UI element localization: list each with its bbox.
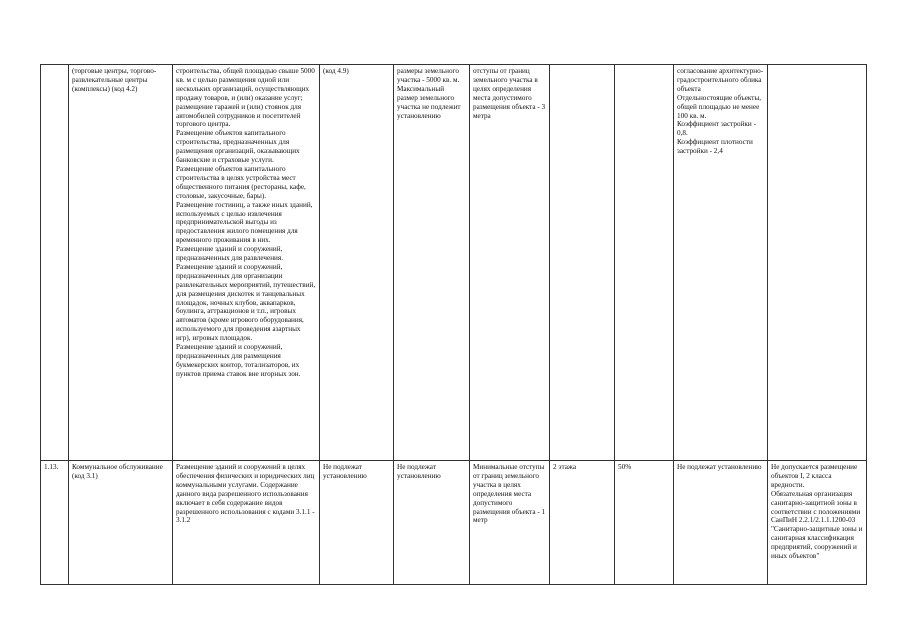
land-use-type-cell: (торговые центры, торгово-развлекательные центры (комплексы) (код 4.2) (69, 65, 173, 461)
row-number-cell: 1.13. (41, 461, 69, 585)
row-number-cell (41, 65, 69, 461)
land-use-description-cell: Размещение зданий и сооружений в целях обеспечения физических и юридических лиц коммунальными услугами. Содержание данного вида разрешенного использования включает в себя содержание видов разрешенного использования с кодами 3.1.1 - 3.1.2 (173, 461, 320, 585)
code-cell: (код 4.9) (320, 65, 394, 461)
land-use-type-cell: Коммунальное обслуживание (код 3.1) (69, 461, 173, 585)
land-use-description-cell: строительства, общей площадью свыше 5000 кв. м с целью размещения одной или нескольких организаций, осуществляющих продажу товаров, и (или) оказание услуг; размещение гаражей и (или) стоянок для автомобилей сотрудников и посетителей торгового центра. Размещение объектов капитального строительства, предназначенных для размещения организаций, оказывающих банковские и страховые услуги. Размещение объектов капитального строительства в целях устройства мест общественного питания (рестораны, кафе, столовые, закусочные, бары). Размещение гостиниц, а также иных зданий, используемых с целью извлечения предпринимательской выгоды из предоставления жилого помещения для временного проживания в них. Размещение зданий и сооружений, предназначенных для развлечения. Размещение зданий и сооружений, предназначенных для организации развлекательных мероприятий, путешествий, для размещения дискотек и танцевальных площадок, ночных клубов, аквапарков, боулинга, аттракционов и т.п., игровых автоматов (кроме игрового оборудования, используемого для проведения азартных игр), игровых площадок. Размещение зданий и сооружений, предназначенных для размещения букмекерских контор, тотализаторов, их пунктов приема ставок вне игорных зон. (173, 65, 320, 461)
other-parameters-cell: согласование архитектурно-градостроительного облика объекта Отдельностоящие объекты, общей площадью не менее 100 кв. м. Коэффициент застройки - 0,8. Коэффициент плотности застройки - 2,4 (674, 65, 768, 461)
land-use-regulations-table (40, 64, 867, 585)
coverage-cell (615, 65, 674, 461)
setback-cell: отступы от границ земельного участка в целях определения места допустимого размещения объекта - 3 метра (470, 65, 550, 461)
floors-cell: 2 этажа (550, 461, 615, 585)
floors-cell (550, 65, 615, 461)
other-parameters-cell: Не подлежат установлению (674, 461, 768, 585)
plot-size-cell: размеры земельного участка - 5000 кв. м. Максимальный размер земельного участка не подлежит установлению (394, 65, 470, 461)
plot-size-cell: Не подлежат установлению (394, 461, 470, 585)
table-row (41, 461, 867, 585)
restrictions-cell (768, 65, 867, 461)
restrictions-cell: Не допускается размещение объектов I, 2 класса вредности. Обязательная организация санитарно-защитной зоны в соответствии с положениями СанПиН 2.2.1/2.1.1.1200-03 "Санитарно-защитные зоны и санитарная классификация предприятий, сооружений и иных объектов" (768, 461, 867, 585)
document-page (40, 64, 866, 585)
table-row (41, 65, 867, 461)
coverage-cell: 50% (615, 461, 674, 585)
setback-cell: Минимальные отступы от границ земельного участка в целях определения места допустимого размещения объекта - 1 метр (470, 461, 550, 585)
code-cell: Не подлежат установлению (320, 461, 394, 585)
